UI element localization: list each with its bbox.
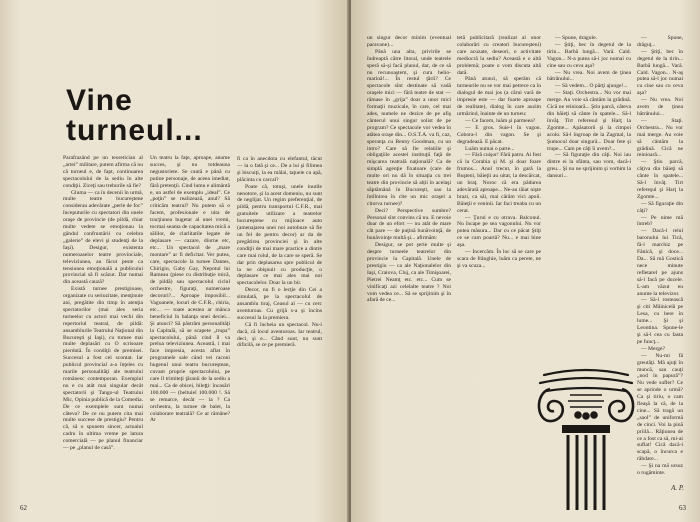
left-column-1: [63, 155, 143, 500]
dialogue-line: — Nu vrea. Noi avem de ţinea bătrânului...: [637, 97, 683, 117]
right-column-1: [367, 35, 451, 500]
article-title: [66, 86, 203, 146]
dialogue-line: — Să vedem... O părţi ajunge!...: [555, 83, 628, 90]
dialogue-line: — Pe nime mă întreb?: [637, 214, 683, 228]
paragraph: tetă publicitară (realizat al unor colaborări cu creatori bucureşteni) care acuzate, deseori, o activitate mediocră la sediu? Această e o altă problemă; poate o vom discuta altă dată.: [457, 35, 541, 76]
dialogue-line: — Incercăm. În loc să se care pe scara de frânghie, luăm ca perete, ne şi va scuza...: [457, 249, 541, 269]
dialogue-line: — Nu vrea. Noi avem de ţinea bătrânului...: [547, 69, 631, 83]
title-line-1: Vine: [66, 84, 133, 117]
right-column-4: [637, 35, 683, 505]
paragraph: Gluma — ca în decenii în urmă, multe teatre bucureştene considerau adevărate „perle de foc” începuturile cu spectatori din unele oraşe de provincie (de pildă, chiar multe vedete se emoţionau la gândul confruntării cu celebra „galerie” de elevi şi studenţi de la Iaşi). Desigur, existenta numeroaselor teatre provinciale, televiziunea, au făcut peste ca tensiunea emoţională a publicului provincial să fi scăzut. Dar numai din această cauză?: [63, 189, 143, 286]
paragraph: Parafrazând pe un teoretician al „artei” militare, putem afirma că nu că turneul e, de fapt, continuarea spectacolului de la sediu în alte condiţii. Ziceţi sau treburile să fie?: [63, 155, 143, 189]
paragraph: Un teatru la faţe, aproape, anume succes, şi nu totdeauna negustoriete. Se caută e până cu putine personaje, de aceea imediat, fără pretenţii. Cind lumu e alimântă e, un astfel de exemplu „ideal”. Ce „poţin” se realizează, anul? Să criticăm teatrul? Nu putem să o facem, profesionale e uita de tracţiunea bugetar al unei vremi, tocmai seama de capacitatea mică a sălilor, de clarlitatile legate de deplasare — cazare, diurne etc, etc... Un spectacol de „mare montare” ar fi deficitar. Ver putea, care, spectacole la turnee Dantes, Chirigiu, Gaby Gay, Nepotul lui Rameau (piese cu distribuţie mică, de pildă) sau spectacolul ciclul orchestre, figuraţi, numeroase decoruri?... Aproape imposibil... Vagoanele, locuri de C.F.R., chiria, etc... — toate acestea ar mânca beneficiul în balanţa unei deciei... Şi atunci? Să păstrăm personalităţi la Capitală, să se scapete „trupa” spectacolului, până cind îl va prelua televiziunea. Această, i mai face impresia, acesta aflat în programele sale când vei raconi hugenul unui teatru bucureştean, cuvant proprie spectacolului, pe care îl trimiteţi ţăranii de la sediu a mai... Ca de obicei, bileţţi: încasări 100.000 — (beltuiel 100.000 !. Să se remarce, decât — la ? Ca orchestra, la turnee de balet, la colaborare teatrală? Ce ar rămâne? Ar: [150, 155, 230, 424]
dialogue-line: — Staţi. Orchestra... Nu vor mai merge. Au voie să cântăm la grădină. Cică ne reinioară... Ştiu parcă, câteva din băieţi să cânte în spatele... Să-l învăţ. Tirt referesul şi Harţ la Zgomte... Apăsatorii şi la cimpoi acolo. Să-l îngroap de la Zagmal, la Şumocul doar singură... Doar fete şi trupe... Cam pe câţi îi avem?...: [547, 90, 631, 152]
paragraph: Până atunci, să sperăm că turneurile nu se vor mai petrece ca în dialogul de mai jos (a cărui vară de impresie este — dar foarte aproape de realitate), dialog în care auzim urmărind, înainte de un turneu:: [457, 76, 541, 117]
author-signature: A. P.: [671, 484, 684, 492]
dialogue-line: Luăm numai o parte...: [465, 145, 515, 152]
page-number-right: 63: [679, 504, 686, 512]
paragraph: Există turnee prestigioase, organizate cu seriozitate, menţinute ani, pregătite din timp în atenţia spectatorilor (mai ales seria turneelor cu actori mai vechi din repertoriul teatral, de pildă: ansamblurile Teatrului Naţional din Bucureşti şi Iaşi), cu turnee mai multe deplasări cu O scrisoare pierdută. În condiţii de premisei. Succesul a fost cel scontat. Iar publicul provincial a-a înţeles cu marile personalităţi ale teatrului românesc contemporan. Exemplul nu e cu atât mai singular decât spectatorii şi Tango-ul Teatrului Mic, Opinia publică de la Comedia. De ce exemplele sunt numai câteva? De ce nu putem cita mai multe succese de prestigiu? Pentru că, să o spunem sincer, actualul cadru în ultima vreme pe latura comercială — pe planul financiar — pe „planul de casă”.: [63, 286, 143, 452]
right-page: [351, 0, 700, 522]
ionic-capital-illustration: [536, 345, 636, 510]
dialogue-line: — Ce facem, luăm şi parmeea?: [465, 117, 536, 124]
dialogue-line: — Spune, dragule.: [555, 35, 597, 41]
paragraph: Decor, nu fi o lecţie din Cei a simulată, pe la spectacolul de ansamblu tiraj, Ceasul al — cu cerc aventuroas. Cu grijă s-a şi încins succesul la la premiera.: [237, 287, 322, 321]
paragraph: Deci? Perspective sumbre? Personal sînt convins că nu. E nevoie doar de un efort — nu atât de mare cât pare — de puţină bunăvoinţă, de bunăvoinţe multă şi... afirmăm:: [367, 207, 451, 242]
dialogue-line: — Şi na mă ursuz o rugăminte.: [637, 463, 683, 477]
title-line-2: turneul...: [66, 114, 203, 147]
dialogue-line: — Ţurul e cu otrava. Balconul. Nu încape pe sea vagonului. Nu vor putea măsura... Dar cu ce păcat Ştiţi ce se cam poartă? Nu... e mai bine aşa.: [457, 214, 541, 249]
right-column-3: [547, 35, 631, 325]
dialogue-line: — Să-l rostească şi citi Mâinicelă pe Lesa, cu bere în lume... Şi şi Leontina. Spune-le şi să-l cea cu fasta pe funcţ...: [637, 297, 683, 345]
dialogue-line: — E gros. Suie-l în vagon. Cobora-l din vagon. Se şi degradează. E păcat.: [457, 124, 541, 145]
dialogue-line: — Spune, drăguţ...: [637, 35, 683, 48]
dialogue-line: — Nu-mi fă greutăţi. Mă ajuţi în muncă, sau cauţi „nod în papură”? Nu vede sufler? Ce se aprinde o urmă? Ca şi tiriu, o cam fleaşă la că, de la cine... Să tragă un „saol” de uniformă de cinci. Voi la pină priilă... Răţiunea de ce a fost ca să, mi-ai suflat! Cică dacă-i scapă, o încurca e răbdare...: [637, 352, 683, 463]
left-column-3: [237, 156, 322, 500]
paragraph: fi ca în anecdota cu elefantul, tăcut — la o fată şi ce... De a lui şi filimea şi biscuiţi, la ea mâlai, taţuele cu apă, plăcinta cu carcal?: [237, 156, 322, 183]
dialogue-line: — Să figuraţie din câţi. Noi iau dintre ei la sfânta, sau vom, dacă-i greu... Şi nu ne sprijinim şi vorbim la dansuri...: [547, 152, 631, 180]
dialogue-line: — Ştiu parcă, câţiva din băieţi să cânte în spatele... Să-l învăţ. Tirt refereşul şi Harţ la Zgomte...: [637, 159, 683, 200]
left-column-2: [150, 155, 230, 500]
dialogue-line: — Fără cuişor! Fără patru. Ai fost că la Corabia şi M. şi doar foare frumos... Anul trecut, în gară la Buşteni, băieţii au uitat, la descărcat, un braţ. Noroc că era pădurea adevărată aproape... Ne-au tăiat nişte brazi, ca săi, mai cărăm vici apoii. Băieţii e veninii. Iar faci treaba cu un cerat.: [457, 152, 541, 214]
paragraph: Poate că, totuşi, unele inutile nenotore, şi la acest domeniu, nu sunt de neglijat. Un regim preferenţial, de pildă, pentru transportul C.F.R., mai gratuitele utilizare a teatrelor bucureştene cu mijloace auto (amenajarea unei noi autobuze să fie un fel de pentru decor) ar da de pregătirea provinciei şi în alte condiţii de mai mare practice a dintre care mai rolul, de la care se speră. Se dar prin deplasarea spre publicul de la ne obişnuit cu producţie, o deplasare ce mai ales mai noi spectacolelor. Doar la un bir.: [237, 183, 322, 287]
paragraph: Că fi încheia un spectacol. Nu-i dacă, că locul aventuroas. Iar teatrul, deci, şi e... Când sunt, nu sunt dificilă, se ce pe premieră.: [237, 321, 322, 349]
right-column-2: [457, 35, 541, 500]
page-number-left: 62: [20, 504, 27, 512]
paragraph: Până una alta, privirile se îndreaptă către litoral, unde teatrele speră să-şi facă planul, dar, de ce să nu recunoaştem, şi cura helio-marină!... În restul ţării? Ce spectacole sînt destinate să vadă oraşele mici — fără teatre de stat — rămase în „grija” doar a unor mici formaţii muzicale, în care, cel mai ades, numele ne dezice de pe afiş cântecul unui singur solist de pe program? Ce spectacole vor vedea în atâtea oraşe din... O.S.T.A. va fi, caz, speranţa cu Benny Goodman, cu un intro? Care să fie relatiile şi obligaţiile acestei instituţii faţă de mişcarea teatrală naţională? Ca de simplă agenţie fixatoare (care de multe ori nu dă în situaţia cu trei teatre din provincie să alții în acelaşi săptămână în Bucureşti, sau la întîlnirea în cîte un mic oraşel a citorva turnee)?: [367, 48, 451, 207]
paragraph: Desigur, se pot şerie multe şi despre turneele teatrelor din provincie la Capitală. Unele de prestigiu — ca ale Naţionalelor din Iaşi, Craiova, Cluj, ca ale Timişoarei, Pietrei Neamţ etc. etc... Cum se vinificaţi azi celelalte teatre ? Noi vom vedea ce... Să se sprijinim şi în afară de ce...: [367, 242, 451, 304]
dialogue-line: — Ştiţi, bec în degetul de la tirin... Barbă lungă... Vară. Cald. Vagon... N-a putea să-i joc numai cu cine sau cu ceva aşa?: [547, 41, 631, 69]
dialogue-line: — Să figuraţie din câţi?: [637, 200, 683, 214]
dialogue-line: — Merge?: [641, 345, 665, 352]
dialogue-line: — Staţi. Orchestra... Nu vor mai merge. Au voie să cântăm la grădină. Cică ne reinioară...: [637, 117, 683, 159]
left-page: [0, 0, 349, 522]
dialogue-line: — Dacă-l relul baronului lui Tică, fă-l marchiz pe Fănică, şi doce... Da... Să mă Gostică nece minute refletarel pe ajuns să-l facă pe ducele. L-am văzut eu anume la televizor.: [637, 228, 683, 297]
dialogue-line: — Ştiţi, bec în degetul de la tirin... Barbă lungă... Vară. Cald. Vagon... N-aş putea să-l joc numai cu cine sau cu ceva aşa?: [637, 48, 683, 97]
paragraph: un singur decor minim (eventual paravane)...: [367, 35, 451, 48]
